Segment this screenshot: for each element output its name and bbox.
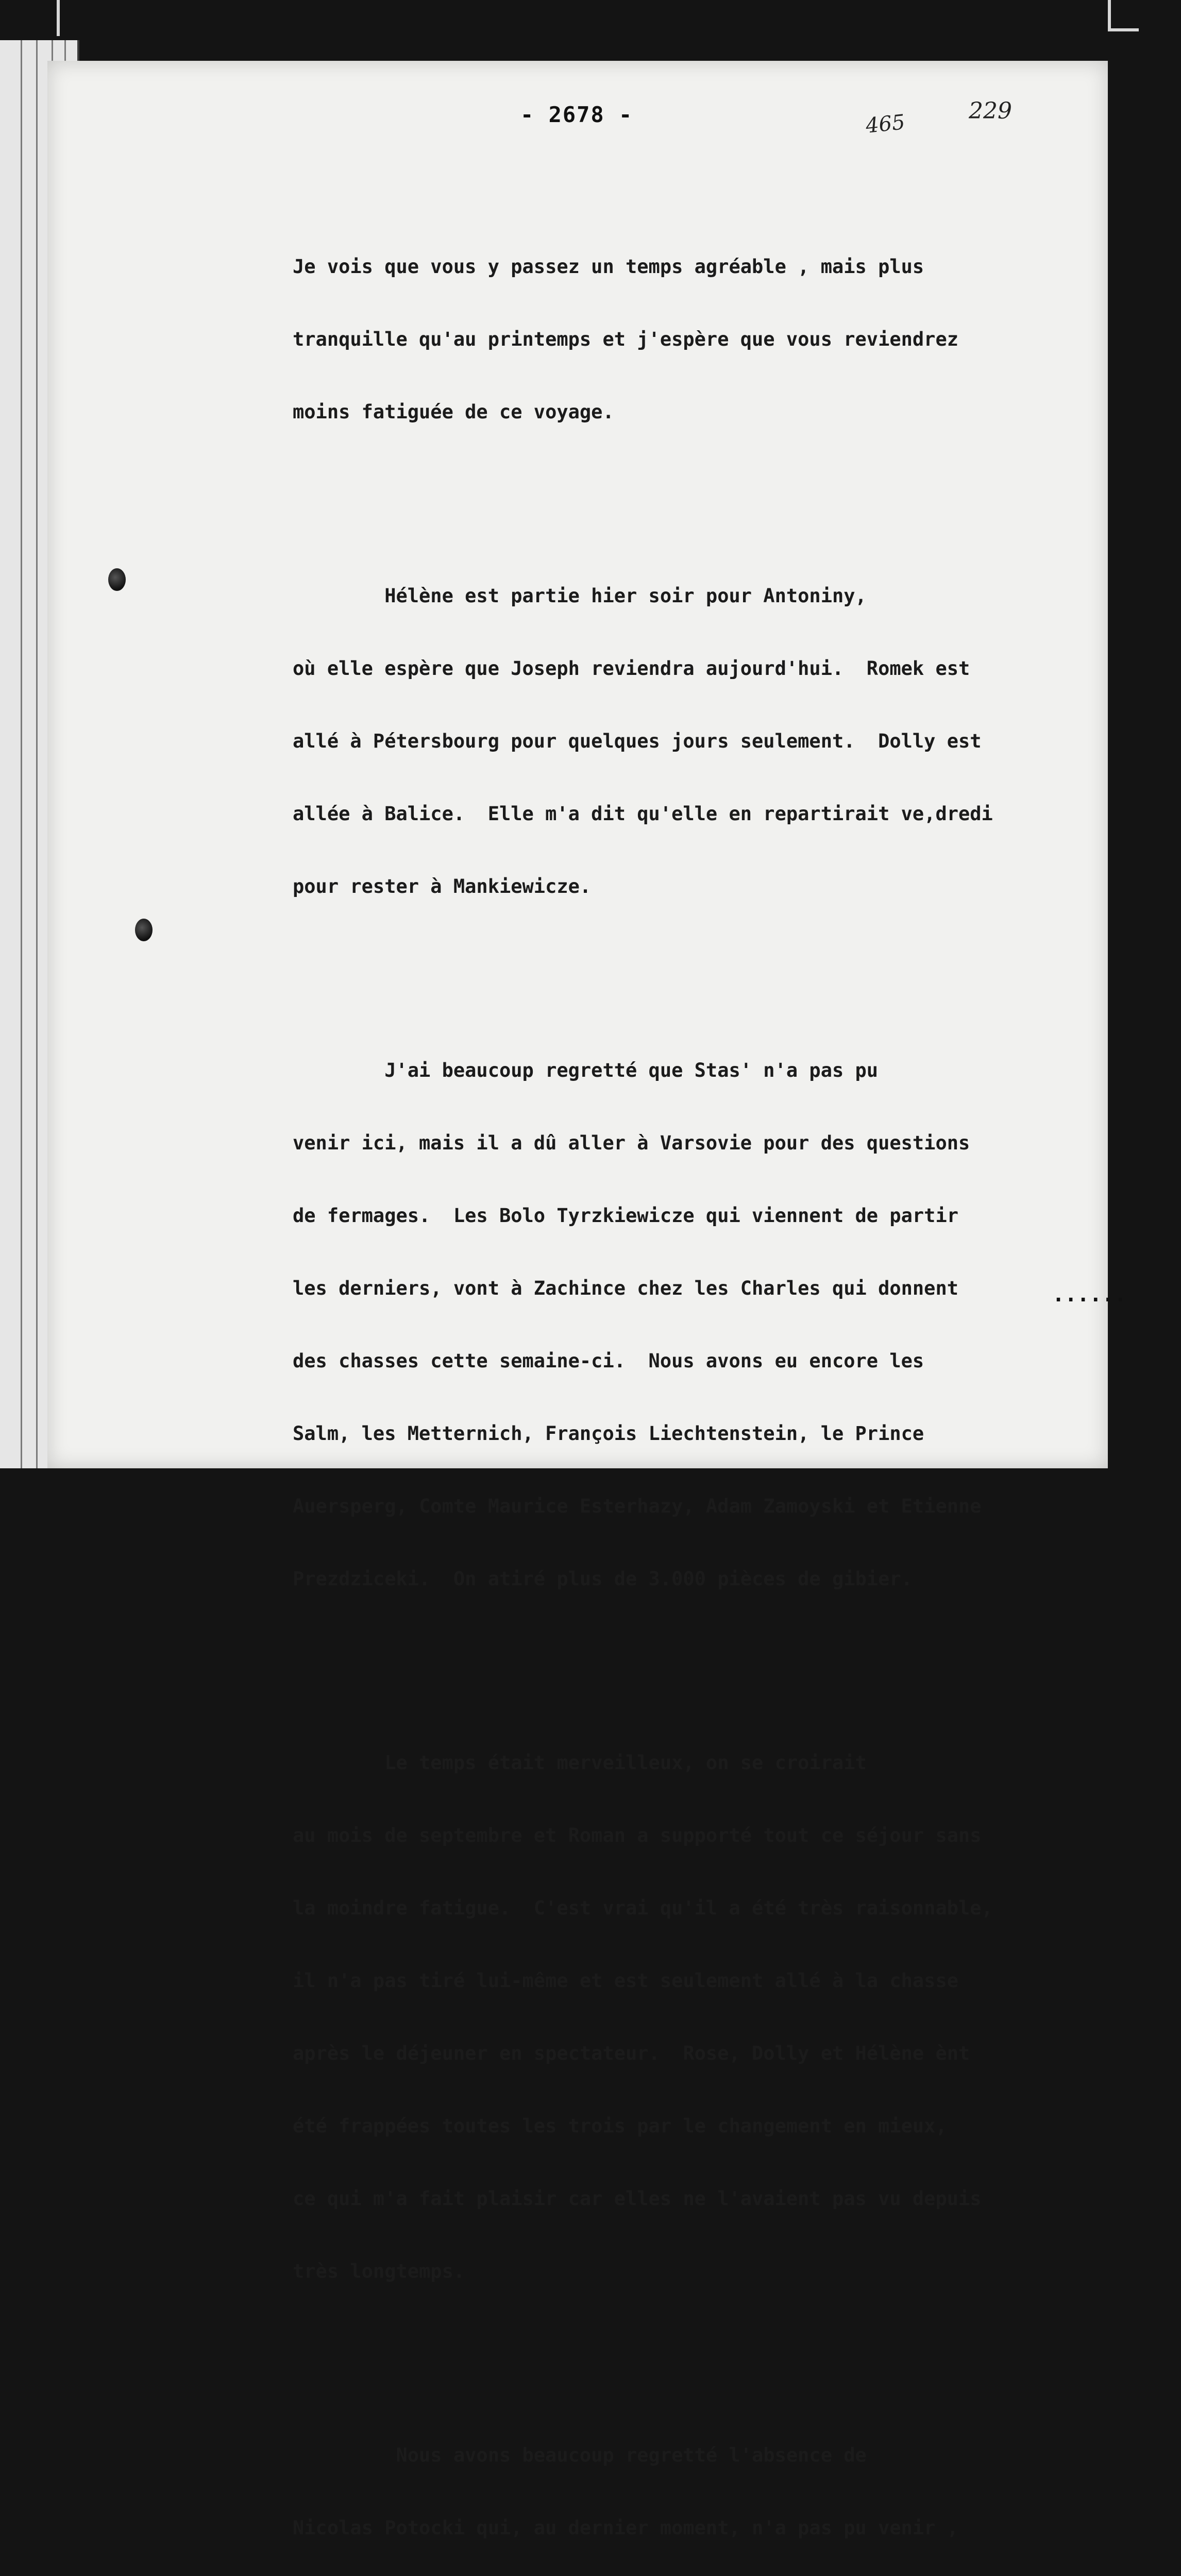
text-line: moins fatiguée de ce voyage.	[293, 401, 614, 423]
continuation-marker: ......	[1052, 1283, 1127, 1307]
text-line: été frappées toutes les trois par le changement en mieux,	[293, 2115, 947, 2137]
text-line: les derniers, vont à Zachince chez les Charles qui donnent	[293, 1277, 959, 1299]
crop-mark	[57, 0, 60, 36]
text-line: de fermages. Les Bolo Tyrzkiewicze qui viennent de partir	[293, 1205, 959, 1227]
paragraph	[293, 1702, 1117, 2332]
paragraph	[293, 206, 1117, 472]
text-line: pour rester à Mankiewicze.	[293, 875, 592, 897]
text-line: tranquille qu'au printemps et j'espère que vous reviendrez	[293, 328, 959, 350]
text-line: Je vois que vous y passez un temps agréable , mais plus	[293, 256, 924, 278]
text-line: Le temps était merveilleux, on se croirait	[293, 1752, 867, 1774]
text-line: allé à Pétersbourg pour quelques jours seulement. Dolly est	[293, 730, 982, 752]
text-line: après le déjeuner en spectateur. Rose, Dolly et Hélène ènt	[293, 2042, 970, 2064]
text-line: ce qui m'a fait plaisir car elles ne l'avaient pas vu depuis	[293, 2188, 982, 2210]
text-line: Prezdziceki. On atiré plus de 3.000 pièces de gibier.	[293, 1568, 913, 1590]
page-number: - 2678 -	[520, 102, 633, 127]
text-line: la moindre fatigue. C'est vrai qu'il a été très raisonnable,	[293, 1897, 993, 1919]
crop-mark	[1108, 28, 1139, 31]
archive-number-pencil: 465	[864, 110, 906, 138]
text-line: Hélène est partie hier soir pour Antoniny,	[293, 585, 867, 607]
text-line: allée à Balice. Elle m'a dit qu'elle en repartirait ve,dredi	[293, 803, 993, 825]
text-line: très longtemps.	[293, 2260, 465, 2282]
text-line: au mois de septembre et Roman a supporté tout ce séjour sans	[293, 1824, 982, 1846]
punch-hole	[108, 568, 126, 591]
text-line: Nicolas Potocki qui, au dernier moment, n'a pas pu venir ,	[293, 2517, 959, 2539]
text-line: J'ai beaucoup regretté que Stas' n'a pas pu	[293, 1059, 879, 1081]
paragraph	[293, 1010, 1117, 1639]
letter-body	[293, 158, 1117, 2576]
text-line: où elle espère que Joseph reviendra aujourd'hui. Romek est	[293, 657, 970, 680]
stack-line	[21, 40, 22, 1468]
paragraph	[293, 2395, 1117, 2576]
archive-number-ink: 229	[969, 98, 1012, 124]
text-line: Auersperg, Comte Maurice Esterhazy, Adam Zamoyski et Etienne	[293, 1495, 982, 1517]
crop-mark	[1108, 0, 1111, 31]
text-line: il n'a pas tiré lui-même et est seulement allé à la chasse	[293, 1970, 959, 1992]
text-line: venir ici, mais il a dû aller à Varsovie pour des questions	[293, 1132, 970, 1154]
punch-hole	[135, 919, 153, 941]
text-line: des chasses cette semaine-ci. Nous avons eu encore les	[293, 1350, 924, 1372]
stack-line	[36, 40, 38, 1468]
paragraph	[293, 535, 1117, 947]
text-line: Nous avons beaucoup regretté l'absence de	[293, 2444, 867, 2466]
text-line: Salm, les Metternich, François Liechtenstein, le Prince	[293, 1422, 924, 1445]
